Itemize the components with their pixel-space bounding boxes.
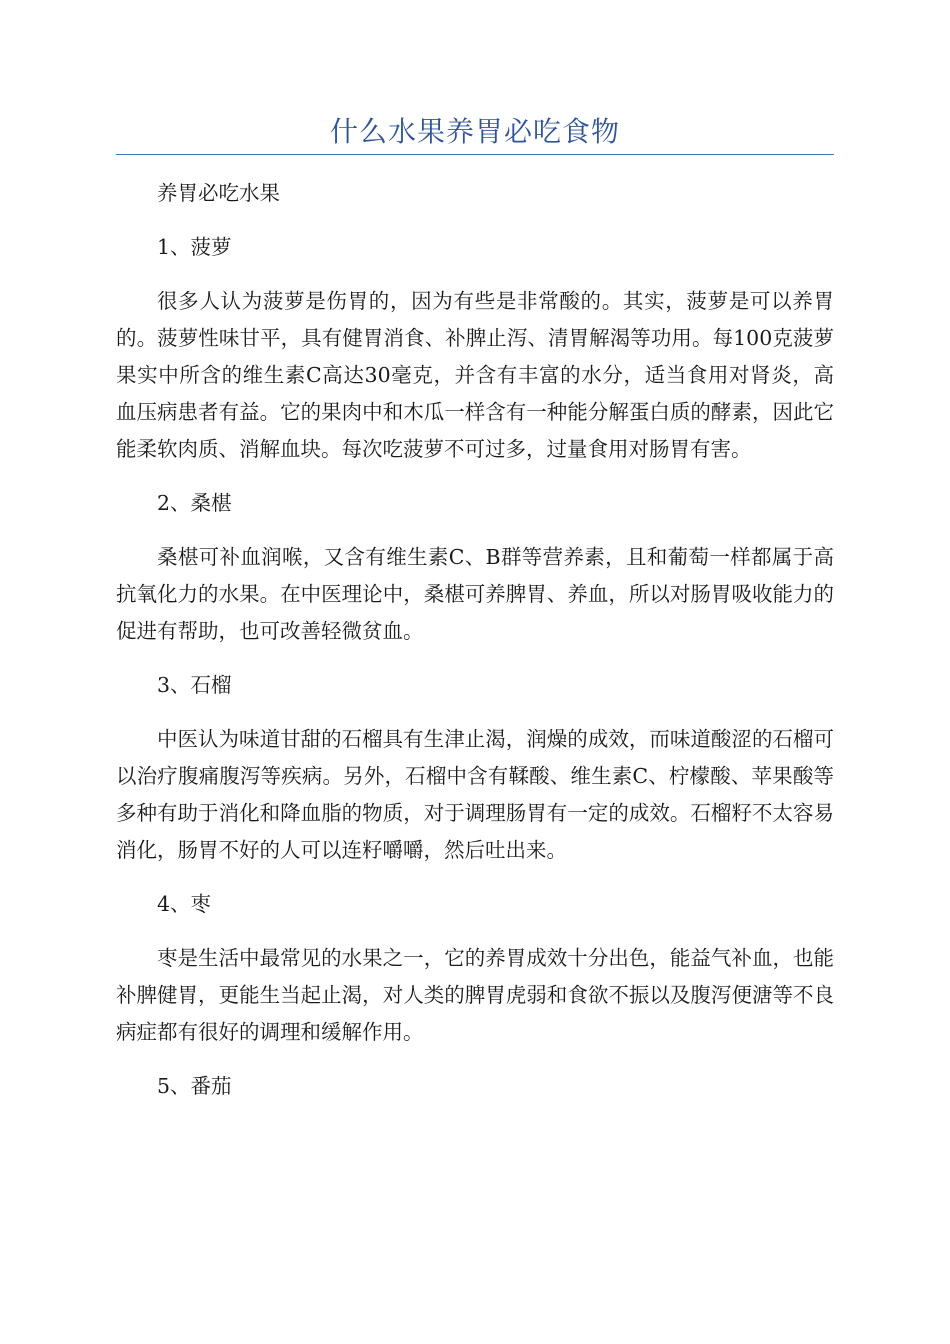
subtitle: 养胃必吃水果 (157, 181, 280, 205)
document-title: 什么水果养胃必吃食物 (329, 115, 620, 148)
section-paragraph-pineapple: 很多人认为菠萝是伤胃的，因为有些是非常酸的。其实，菠萝是可以养胃的。菠萝性味甘平，具有健胃消食、补脾止泻、清胃解渴等功用。每100克菠萝果实中所含的维生素C高达30毫克，并含有丰富的水分，适当食用对肾炎，高血压病患者有益。它的果肉中和木瓜一样含有一种能分解蛋白质的酵素，因此它能柔软肉质、消解血块。每次吃菠萝不可过多，过量食用对肠胃有害。 (116, 289, 834, 461)
section-heading-pineapple: 1、菠萝 (157, 235, 232, 259)
section-heading-jujube: 4、枣 (157, 892, 212, 916)
section-heading-mulberry: 2、桑椹 (157, 491, 232, 515)
section-paragraph-mulberry: 桑椹可补血润喉，又含有维生素C、B群等营养素，且和葡萄一样都属于高抗氧化力的水果。在中医理论中，桑椹可养脾胃、养血，所以对肠胃吸收能力的促进有帮助，也可改善轻微贫血。 (116, 545, 834, 643)
document-body (116, 175, 834, 1105)
section-paragraph-pomegranate: 中医认为味道甘甜的石榴具有生津止渴，润燥的成效，而味道酸涩的石榴可以治疗腹痛腹泻等疾病。另外，石榴中含有鞣酸、维生素C、柠檬酸、苹果酸等多种有助于消化和降血脂的物质，对于调理肠胃有一定的成效。石榴籽不太容易消化，肠胃不好的人可以连籽嚼嚼，然后吐出来。 (116, 727, 834, 862)
section-heading-tomato: 5、番茄 (157, 1074, 232, 1098)
section-heading-pomegranate: 3、石榴 (157, 673, 232, 697)
section-paragraph-jujube: 枣是生活中最常见的水果之一，它的养胃成效十分出色，能益气补血，也能补脾健胃，更能生当起止渴，对人类的脾胃虎弱和食欲不振以及腹泻便溏等不良病症都有很好的调理和缓解作用。 (116, 946, 834, 1044)
title-underline (116, 154, 834, 155)
